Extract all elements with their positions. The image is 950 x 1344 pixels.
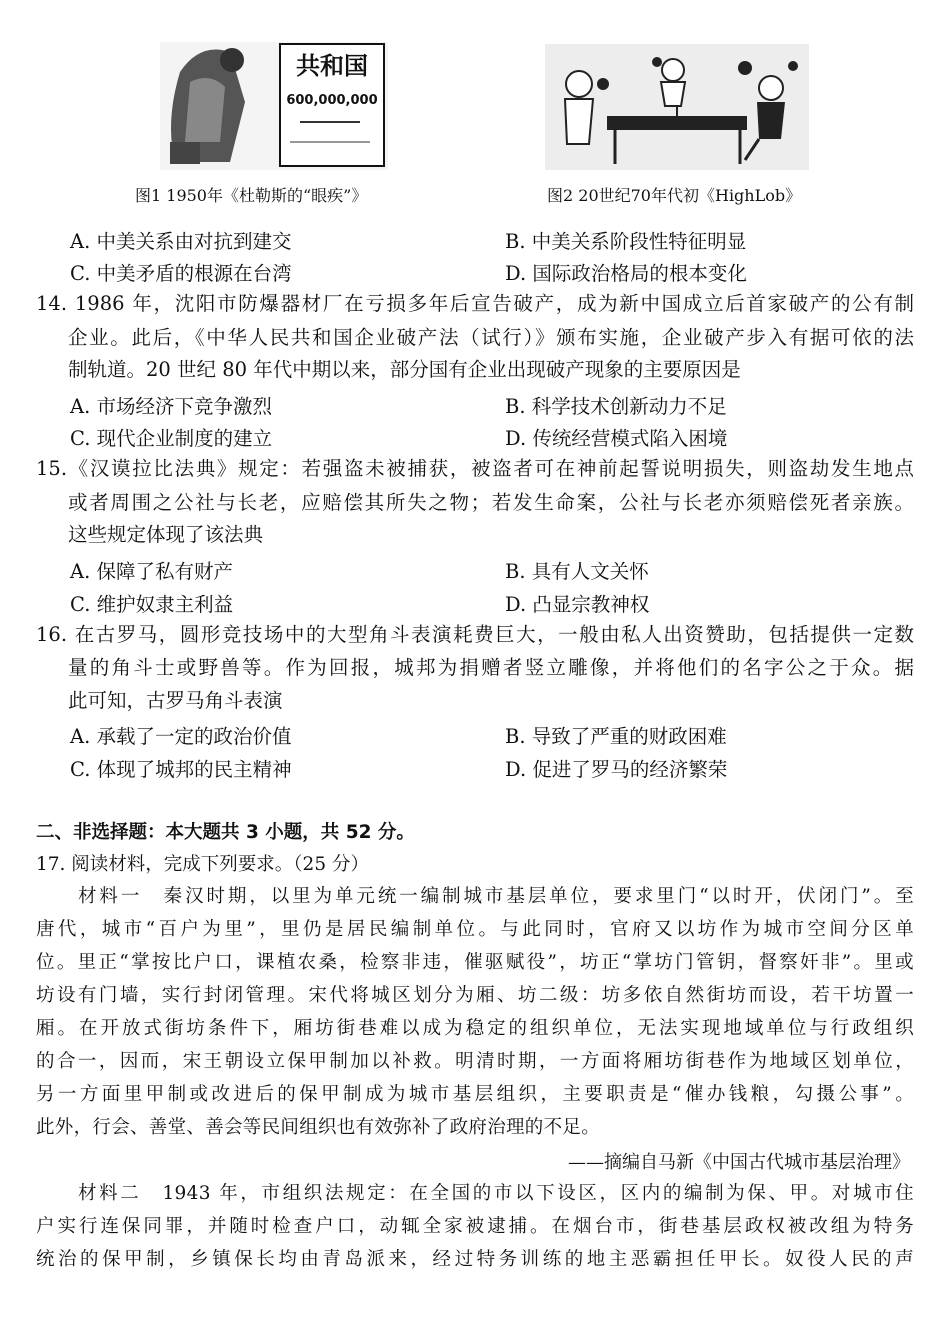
q13-option-b: B. 中美关系阶段性特征明显 [505, 230, 747, 253]
q13-option-c: C. 中美矛盾的根源在台湾 [70, 262, 292, 285]
q14-stem-line-3: 制轨道。20 世纪 80 年代中期以来，部分国有企业出现破产现象的主要原因是 [68, 358, 741, 381]
q16-option-c: C. 体现了城邦的民主精神 [70, 758, 292, 781]
figure-1-cartoon [160, 42, 388, 170]
q15-option-d: D. 凸显宗教神权 [505, 593, 650, 616]
q15-option-c: C. 维护奴隶主利益 [70, 593, 234, 616]
material-2-line-2: 户实行连保同罪，并随时检查户口，动辄全家被逮捕。在烟台市，街巷基层政权被改组为特务 [36, 1216, 914, 1237]
material-1-line-3: 位。里正“掌按比户口，课植农桑，检察非违，催驱赋役”，坊正“掌坊门管钥，督察奸非”。里或 [36, 952, 914, 973]
material-1-line-5: 厢。在开放式街坊条件下，厢坊街巷难以成为稳定的组织单位，无法实现地域单位与行政组织 [36, 1018, 914, 1039]
material-2-line-1: 材料二 1943 年，市组织法规定：在全国的市以下设区，区内的编制为保、甲。对城市住 [78, 1183, 914, 1204]
q16-stem-line-1: 16. 在古罗马，圆形竞技场中的大型角斗表演耗费巨大，一般由私人出资赞助，包括提供一定数 [36, 623, 914, 646]
q13-option-d: D. 国际政治格局的根本变化 [505, 262, 747, 285]
q14-stem-line-2: 企业。此后，《中华人民共和国企业破产法（试行）》颁布实施，企业破产步入有据可依的法 [68, 326, 914, 349]
q17-intro: 17. 阅读材料，完成下列要求。（25 分） [36, 854, 369, 875]
figure-2-caption: 图2 20世纪70年代初《HighLob》 [547, 186, 802, 205]
q16-stem-line-3: 此可知，古罗马角斗表演 [68, 689, 283, 712]
fig1-sign-number: 600,000,000 [286, 93, 378, 108]
material-1-source: ——摘编自马新《中国古代城市基层治理》 [568, 1152, 910, 1173]
q14-option-a: A. 市场经济下竞争激烈 [70, 395, 272, 418]
q15-stem-line-3: 这些规定体现了该法典 [68, 523, 264, 546]
fig1-sign-title: 共和国 [296, 52, 368, 80]
q16-option-b: B. 导致了严重的财政困难 [505, 725, 727, 748]
q15-option-a: A. 保障了私有财产 [70, 560, 233, 583]
q14-stem-line-1: 14. 1986 年，沈阳市防爆器材厂在亏损多年后宣告破产，成为新中国成立后首家破产的公有制 [36, 292, 914, 315]
q15-stem-line-1: 15.《汉谟拉比法典》规定：若强盗未被捕获，被盗者可在神前起誓说明损失，则盗劫发生地点 [36, 457, 914, 480]
q14-option-b: B. 科学技术创新动力不足 [505, 395, 727, 418]
cartoon-dulles-illustration [160, 42, 388, 170]
q15-stem-line-2: 或者周围之公社与长老，应赔偿其所失之物；若发生命案，公社与长老亦须赔偿死者亲族。 [68, 491, 914, 514]
figure-1-caption: 图1 1950年《杜勒斯的“眼疾”》 [135, 186, 368, 205]
material-1-line-2: 唐代，城市“百户为里”，里仍是居民编制单位。与此同时，官府又以坊作为城市空间分区单 [36, 919, 914, 940]
q16-stem-line-2: 量的角斗士或野兽等。作为回报，城邦为捐赠者竖立雕像，并将他们的名字公之于众。据 [68, 656, 914, 679]
figure-2-cartoon [545, 44, 809, 170]
q14-option-c: C. 现代企业制度的建立 [70, 427, 273, 450]
material-1-line-8: 此外，行会、善堂、善会等民间组织也有效弥补了政府治理的不足。 [36, 1117, 601, 1138]
q15-option-b: B. 具有人文关怀 [505, 560, 649, 583]
material-1-line-6: 的合一，因而，宋王朝设立保甲制加以补救。明清时期，一方面将厢坊街巷作为地域区划单位， [36, 1051, 914, 1072]
q14-option-d: D. 传统经营模式陷入困境 [505, 427, 728, 450]
material-1-line-7: 另一方面里甲制或改进后的保甲制成为城市基层组织，主要职责是“催办钱粮，勾摄公事”。 [36, 1084, 914, 1105]
cartoon-pingpong-illustration [545, 44, 809, 170]
section-2-heading: 二、非选择题：本大题共 3 小题，共 52 分。 [36, 822, 415, 843]
material-2-line-3: 统治的保甲制，乡镇保长均由青岛派来，经过特务训练的地主恶霸担任甲长。奴役人民的声 [36, 1249, 914, 1270]
q16-option-a: A. 承载了一定的政治价值 [70, 725, 292, 748]
material-1-line-1: 材料一 秦汉时期，以里为单元统一编制城市基层单位，要求里门“以时开，伏闭门”。至 [78, 886, 914, 907]
q13-option-a: A. 中美关系由对抗到建交 [70, 230, 292, 253]
material-1-line-4: 坊设有门墙，实行封闭管理。宋代将城区划分为厢、坊二级：坊多依自然街坊而设，若干坊置一 [36, 985, 914, 1006]
q16-option-d: D. 促进了罗马的经济繁荣 [505, 758, 728, 781]
